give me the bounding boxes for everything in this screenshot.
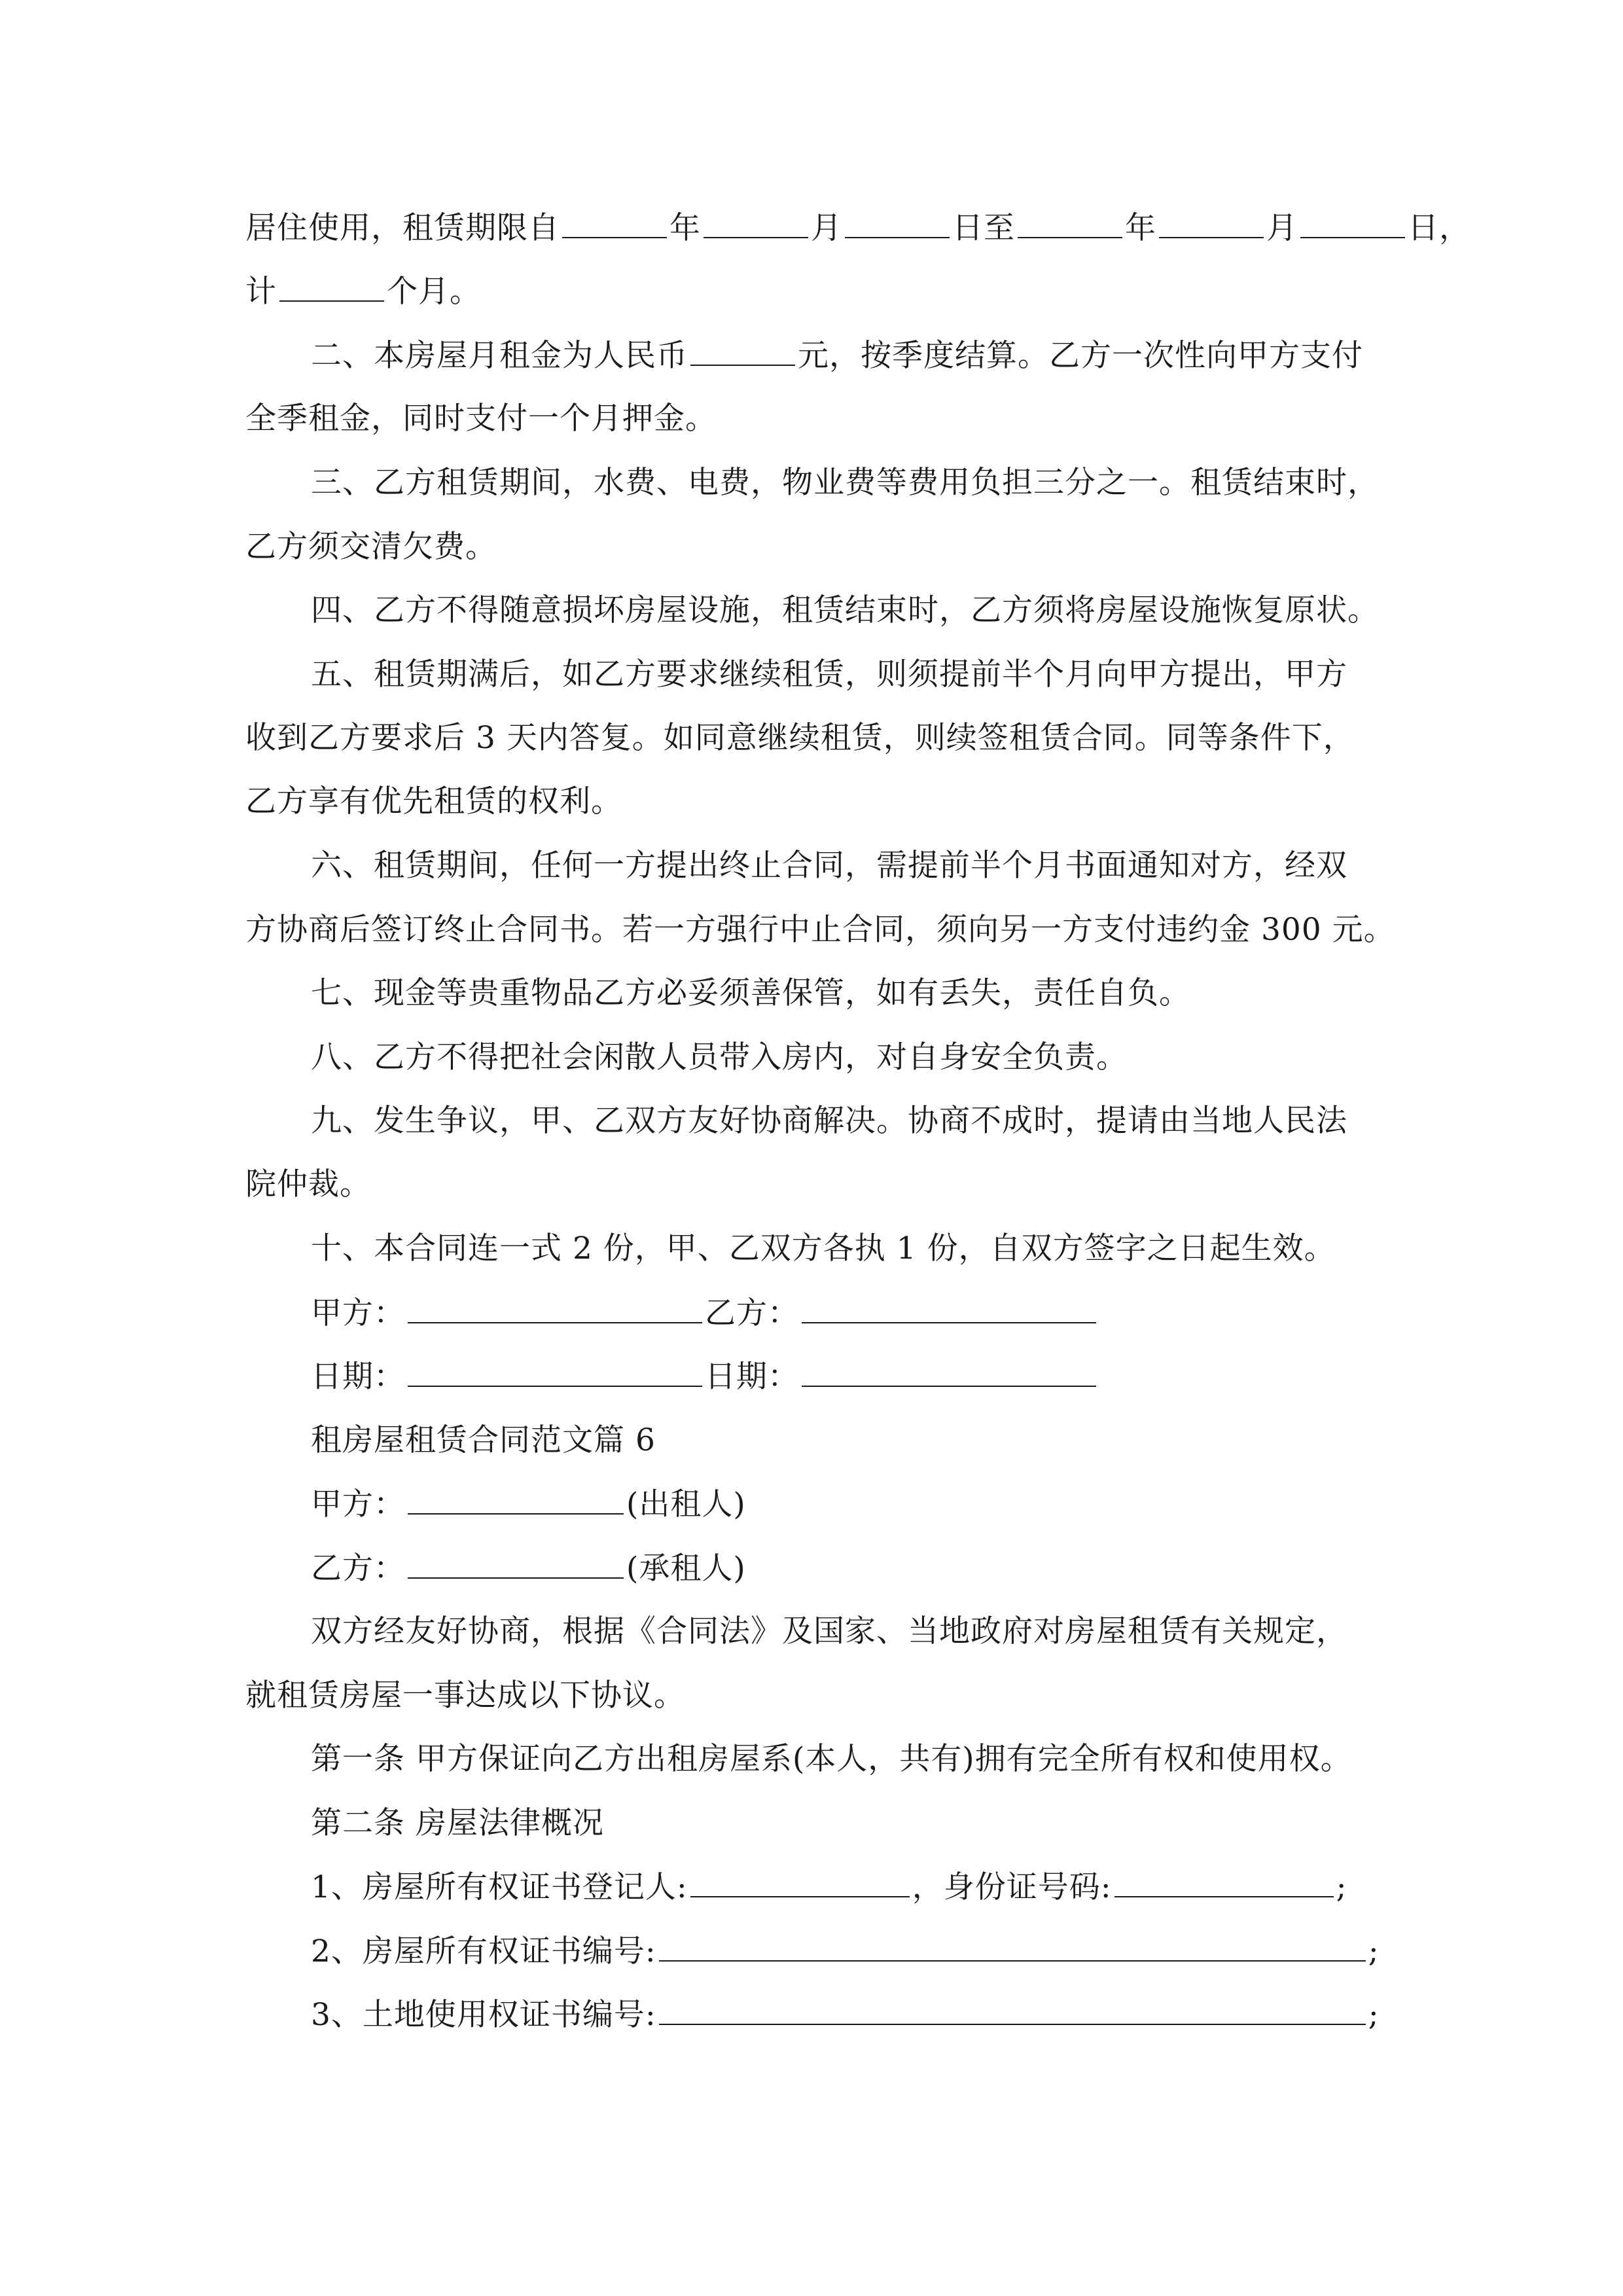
item-3 bbox=[311, 1995, 1450, 2035]
party-a-signature-field[interactable] bbox=[408, 1293, 702, 1323]
text: ; bbox=[1368, 1997, 1380, 2033]
blank-year-end[interactable] bbox=[1018, 208, 1122, 238]
clause-3-line-1: 三、乙方租赁期间，水费、电费，物业费等费用负担三分之一。租赁结束时， bbox=[311, 465, 1379, 501]
blank-day-end[interactable] bbox=[1300, 208, 1405, 238]
party-b-row bbox=[311, 1549, 1450, 1588]
clause-2-line-1 bbox=[311, 336, 1450, 376]
text: 计 bbox=[245, 274, 277, 310]
date-row bbox=[311, 1357, 1450, 1397]
text: 二、本房屋月租金为人民币 bbox=[311, 338, 688, 374]
clause-9-line-2: 院仲裁。 bbox=[245, 1166, 371, 1202]
text: (承租人) bbox=[626, 1551, 746, 1587]
clause-6-line-2: 方协商后签订终止合同书。若一方强行中止合同，须向另一方支付违约金 300 元。 bbox=[245, 912, 1395, 948]
text: 月 bbox=[1266, 210, 1298, 246]
clause-5-line-3: 乙方享有优先租赁的权利。 bbox=[245, 783, 622, 819]
article-2: 第二条 房屋法律概况 bbox=[311, 1805, 604, 1841]
intro-line-2: 就租赁房屋一事达成以下协议。 bbox=[245, 1677, 685, 1713]
clause-10: 十、本合同连一式 2 份，甲、乙双方各执 1 份，自双方签字之日起生效。 bbox=[311, 1230, 1336, 1266]
item-2 bbox=[311, 1931, 1450, 1971]
text: 甲方： bbox=[311, 1295, 405, 1331]
owner-name-field[interactable] bbox=[690, 1867, 910, 1897]
text: 乙方： bbox=[705, 1295, 799, 1331]
clause-2-line-2: 全季租金，同时支付一个月押金。 bbox=[245, 401, 717, 437]
text: 月 bbox=[811, 210, 842, 246]
text: 2、房屋所有权证书编号: bbox=[311, 1933, 656, 1969]
ownership-cert-field[interactable] bbox=[659, 1931, 1366, 1962]
text: ; bbox=[1336, 1869, 1347, 1905]
tenant-field[interactable] bbox=[408, 1549, 624, 1579]
blank-month-end[interactable] bbox=[1159, 208, 1264, 238]
article-1: 第一条 甲方保证向乙方出租房屋系(本人，共有)拥有完全所有权和使用权。 bbox=[311, 1741, 1352, 1777]
blank-month[interactable] bbox=[704, 208, 808, 238]
landlord-field[interactable] bbox=[408, 1484, 624, 1515]
blank-year[interactable] bbox=[562, 208, 667, 238]
text: ，身份证号码: bbox=[912, 1869, 1112, 1905]
intro-line-1: 双方经友好协商，根据《合同法》及国家、当地政府对房屋租赁有关规定， bbox=[311, 1613, 1347, 1649]
text: 年 bbox=[1125, 210, 1156, 246]
signature-row bbox=[311, 1293, 1450, 1333]
party-b-date-field[interactable] bbox=[802, 1357, 1096, 1387]
blank-rent[interactable] bbox=[690, 336, 795, 366]
clause-5-line-1: 五、租赁期满后，如乙方要求继续租赁，则须提前半个月向甲方提出，甲方 bbox=[311, 656, 1347, 692]
land-cert-field[interactable] bbox=[659, 1995, 1366, 2025]
text: (出租人) bbox=[626, 1486, 746, 1522]
blank-day[interactable] bbox=[845, 208, 950, 238]
text: 3、土地使用权证书编号: bbox=[311, 1997, 656, 2033]
paragraph-lease-term bbox=[245, 208, 1471, 248]
text: 日期： bbox=[311, 1359, 405, 1395]
text: 个月。 bbox=[387, 274, 481, 310]
text: 元，按季度结算。乙方一次性向甲方支付 bbox=[798, 338, 1363, 374]
clause-4: 四、乙方不得随意损坏房屋设施，租赁结束时，乙方须将房屋设施恢复原状。 bbox=[311, 592, 1379, 628]
section-title: 租房屋租赁合同范文篇 6 bbox=[311, 1422, 656, 1458]
item-1 bbox=[311, 1867, 1450, 1907]
text: 日期： bbox=[705, 1359, 799, 1395]
text: 日至 bbox=[952, 210, 1015, 246]
clause-5-line-2: 收到乙方要求后 3 天内答复。如同意继续租赁，则续签租赁合同。同等条件下， bbox=[245, 720, 1355, 756]
party-b-signature-field[interactable] bbox=[802, 1293, 1096, 1323]
id-number-field[interactable] bbox=[1115, 1867, 1334, 1897]
party-a-row bbox=[311, 1484, 1450, 1524]
clause-6-line-1: 六、租赁期间，任何一方提出终止合同，需提前半个月书面通知对方，经双 bbox=[311, 848, 1347, 884]
text: 年 bbox=[669, 210, 701, 246]
clause-9-line-1: 九、发生争议，甲、乙双方友好协商解决。协商不成时，提请由当地人民法 bbox=[311, 1103, 1347, 1139]
text: 甲方： bbox=[311, 1486, 405, 1522]
text: 日， bbox=[1408, 210, 1471, 246]
paragraph-lease-months bbox=[245, 272, 1384, 312]
blank-months[interactable] bbox=[279, 272, 384, 302]
party-a-date-field[interactable] bbox=[408, 1357, 702, 1387]
text: 1、房屋所有权证书登记人: bbox=[311, 1869, 688, 1905]
clause-3-line-2: 乙方须交清欠费。 bbox=[245, 529, 497, 565]
clause-7: 七、现金等贵重物品乙方必妥须善保管，如有丢失，责任自负。 bbox=[311, 975, 1190, 1011]
text: 居住使用，租赁期限自 bbox=[245, 210, 560, 246]
text: ; bbox=[1368, 1933, 1380, 1969]
clause-8: 八、乙方不得把社会闲散人员带入房内，对自身安全负责。 bbox=[311, 1039, 1128, 1075]
text: 乙方： bbox=[311, 1551, 405, 1587]
